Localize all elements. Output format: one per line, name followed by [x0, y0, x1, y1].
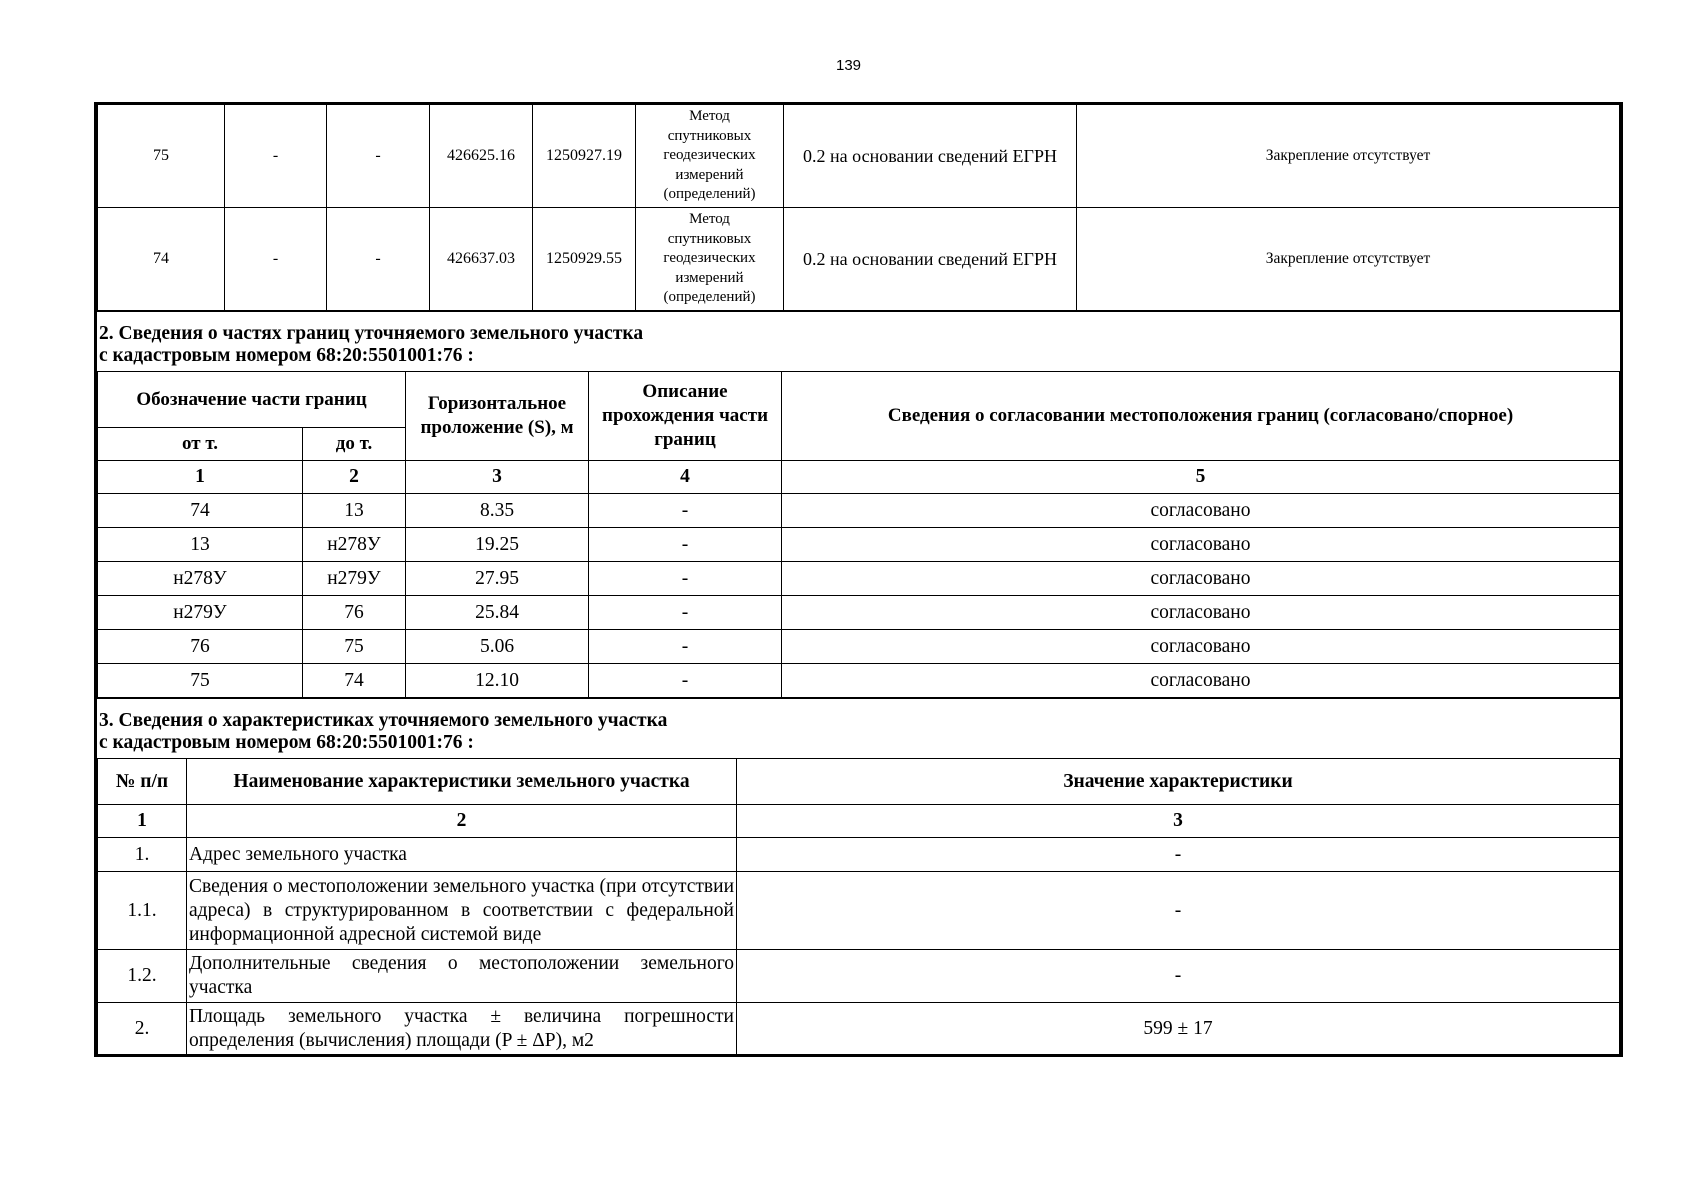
- coord-x: 426637.03: [430, 208, 533, 311]
- column-numbers-row: 1 2 3 4 5: [98, 461, 1620, 494]
- table-row: н279У 76 25.84 - согласовано: [98, 596, 1620, 630]
- table-row: 75 74 12.10 - согласовано: [98, 664, 1620, 698]
- point-number: 74: [98, 208, 225, 311]
- header-from: от т.: [98, 428, 303, 461]
- header-description: Описание прохождения части границ: [589, 372, 782, 461]
- table-row: н278У н279У 27.95 - согласовано: [98, 562, 1620, 596]
- document-table: [94, 102, 1623, 1057]
- coord-y: 1250927.19: [533, 105, 636, 208]
- table-row: [98, 105, 1620, 208]
- method-cell: Метод спутниковых геодезических измерений (определений): [636, 208, 784, 311]
- coord-x: 426625.16: [430, 105, 533, 208]
- column-numbers-row: 1 2 3: [98, 805, 1620, 838]
- page-number: 139: [835, 57, 862, 74]
- boundary-parts-table: [97, 371, 1620, 698]
- empty-cell: -: [225, 105, 327, 208]
- section3-title: 3. Сведения о характеристиках уточняемого земельного участка с кадастровым номером 68:20:5501001:76 :: [97, 698, 1620, 758]
- section2-title: 2. Сведения о частях границ уточняемого земельного участка с кадастровым номером 68:20:5501001:76 :: [97, 311, 1620, 371]
- header-designation: Обозначение части границ: [98, 372, 406, 428]
- method-cell: Метод спутниковых геодезических измерений (определений): [636, 105, 784, 208]
- characteristics-table: [97, 758, 1620, 1055]
- points-table: [97, 104, 1620, 311]
- fixing-cell: Закрепление отсутствует: [1077, 105, 1620, 208]
- header-name: Наименование характеристики земельного участка: [187, 759, 737, 805]
- table-row: 74 13 8.35 - согласовано: [98, 494, 1620, 528]
- table-row: 1. Адрес земельного участка -: [98, 838, 1620, 872]
- header-agreement: Сведения о согласовании местоположения границ (согласовано/спорное): [782, 372, 1620, 461]
- point-number: 75: [98, 105, 225, 208]
- header-num: № п/п: [98, 759, 187, 805]
- table-row: 76 75 5.06 - согласовано: [98, 630, 1620, 664]
- fixing-cell: Закрепление отсутствует: [1077, 208, 1620, 311]
- accuracy-cell: 0.2 на основании сведений ЕГРН: [784, 208, 1077, 311]
- empty-cell: -: [327, 208, 430, 311]
- empty-cell: -: [225, 208, 327, 311]
- accuracy-cell: 0.2 на основании сведений ЕГРН: [784, 105, 1077, 208]
- table-row: [98, 208, 1620, 311]
- table-row: 2. Площадь земельного участка ± величина погрешности определения (вычисления) площади (P ± ΔP), м2 599 ± 17: [98, 1003, 1620, 1055]
- table-row: 1.2. Дополнительные сведения о местоположении земельного участка -: [98, 950, 1620, 1003]
- header-horizontal: Горизонтальное проложение (S), м: [406, 372, 589, 461]
- table-row: 1.1. Сведения о местоположении земельного участка (при отсутствии адреса) в структурированном в соответствии с федеральной информационной адресной системой виде -: [98, 872, 1620, 950]
- table-row: 13 н278У 19.25 - согласовано: [98, 528, 1620, 562]
- empty-cell: -: [327, 105, 430, 208]
- coord-y: 1250929.55: [533, 208, 636, 311]
- header-value: Значение характеристики: [737, 759, 1620, 805]
- header-to: до т.: [303, 428, 406, 461]
